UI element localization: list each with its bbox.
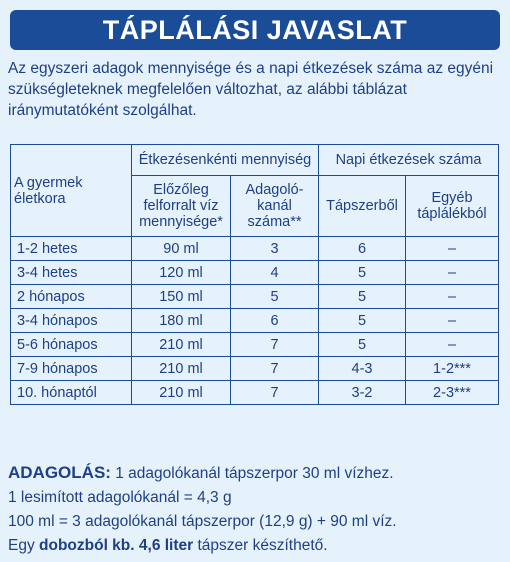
formula-cell: 5 <box>319 285 406 309</box>
age-cell: 3-4 hetes <box>11 261 132 285</box>
per-meal-group-header: Étkezésenkénti mennyiség <box>132 145 319 176</box>
water-cell: 150 ml <box>132 285 231 309</box>
water-cell: 90 ml <box>132 237 231 261</box>
formula-cell: 4-3 <box>319 357 406 381</box>
dosage-section <box>8 461 502 558</box>
age-cell: 10. hónaptól <box>11 381 132 405</box>
water-cell: 210 ml <box>132 333 231 357</box>
water-cell: 180 ml <box>132 309 231 333</box>
age-cell: 1-2 hetes <box>11 237 132 261</box>
dosage-line-1: ADAGOLÁS: 1 adagolókanál tápszerpor 30 ml vízhez. <box>8 463 394 482</box>
table-row <box>11 285 499 309</box>
table-row <box>11 357 499 381</box>
other-food-cell: – <box>406 333 499 357</box>
scoops-cell: 3 <box>231 237 319 261</box>
scoops-cell: 7 <box>231 381 319 405</box>
formula-cell: 6 <box>319 237 406 261</box>
other-food-cell: 1-2*** <box>406 357 499 381</box>
dosage-line-4: Egy dobozból kb. 4,6 liter tápszer készíthető. <box>8 537 328 554</box>
other-food-cell: – <box>406 261 499 285</box>
formula-cell: 3-2 <box>319 381 406 405</box>
age-cell: 7-9 hónapos <box>11 357 132 381</box>
formula-cell: 5 <box>319 261 406 285</box>
table-row <box>11 237 499 261</box>
table-row <box>11 309 499 333</box>
dosage-label: ADAGOLÁS: <box>8 463 111 482</box>
dosage-line-3: 100 ml = 3 adagolókanál tápszerpor (12,9 g) + 90 ml víz. <box>8 513 397 530</box>
table-row <box>11 261 499 285</box>
water-cell: 210 ml <box>132 381 231 405</box>
water-cell: 120 ml <box>132 261 231 285</box>
other-food-cell: 2-3*** <box>406 381 499 405</box>
feeding-table <box>10 144 499 405</box>
scoops-cell: 7 <box>231 357 319 381</box>
other-food-cell: – <box>406 285 499 309</box>
scoops-cell: 4 <box>231 261 319 285</box>
other-food-column-header: Egyéb táplálékból <box>406 176 499 237</box>
intro-text: Az egyszeri adagok mennyisége és a napi étkezések száma az egyéni szükségleteknek megfelelően változhat, az alábbi táblázat iránymutatóként szolgálhat. <box>8 60 494 119</box>
water-column-header: Előzőleg felforralt víz mennyisége* <box>132 176 231 237</box>
table-header-row <box>11 145 499 176</box>
water-cell: 210 ml <box>132 357 231 381</box>
scoops-cell: 6 <box>231 309 319 333</box>
scoops-cell: 7 <box>231 333 319 357</box>
age-cell: 5-6 hónapos <box>11 333 132 357</box>
scoops-column-header: Adagoló-kanál száma** <box>231 176 319 237</box>
table-row <box>11 381 499 405</box>
daily-meals-group-header: Napi étkezések száma <box>319 145 499 176</box>
age-cell: 2 hónapos <box>11 285 132 309</box>
title-banner <box>10 10 500 50</box>
formula-column-header: Tápszerből <box>319 176 406 237</box>
formula-cell: 5 <box>319 333 406 357</box>
age-cell: 3-4 hónapos <box>11 309 132 333</box>
page-title: TÁPLÁLÁSI JAVASLAT <box>102 14 408 45</box>
table-row <box>11 333 499 357</box>
dosage-line-2: 1 lesimított adagolókanál = 4,3 g <box>8 489 232 506</box>
formula-cell: 5 <box>319 309 406 333</box>
scoops-cell: 5 <box>231 285 319 309</box>
other-food-cell: – <box>406 309 499 333</box>
other-food-cell: – <box>406 237 499 261</box>
age-column-header: A gyermek életkora <box>11 145 132 237</box>
